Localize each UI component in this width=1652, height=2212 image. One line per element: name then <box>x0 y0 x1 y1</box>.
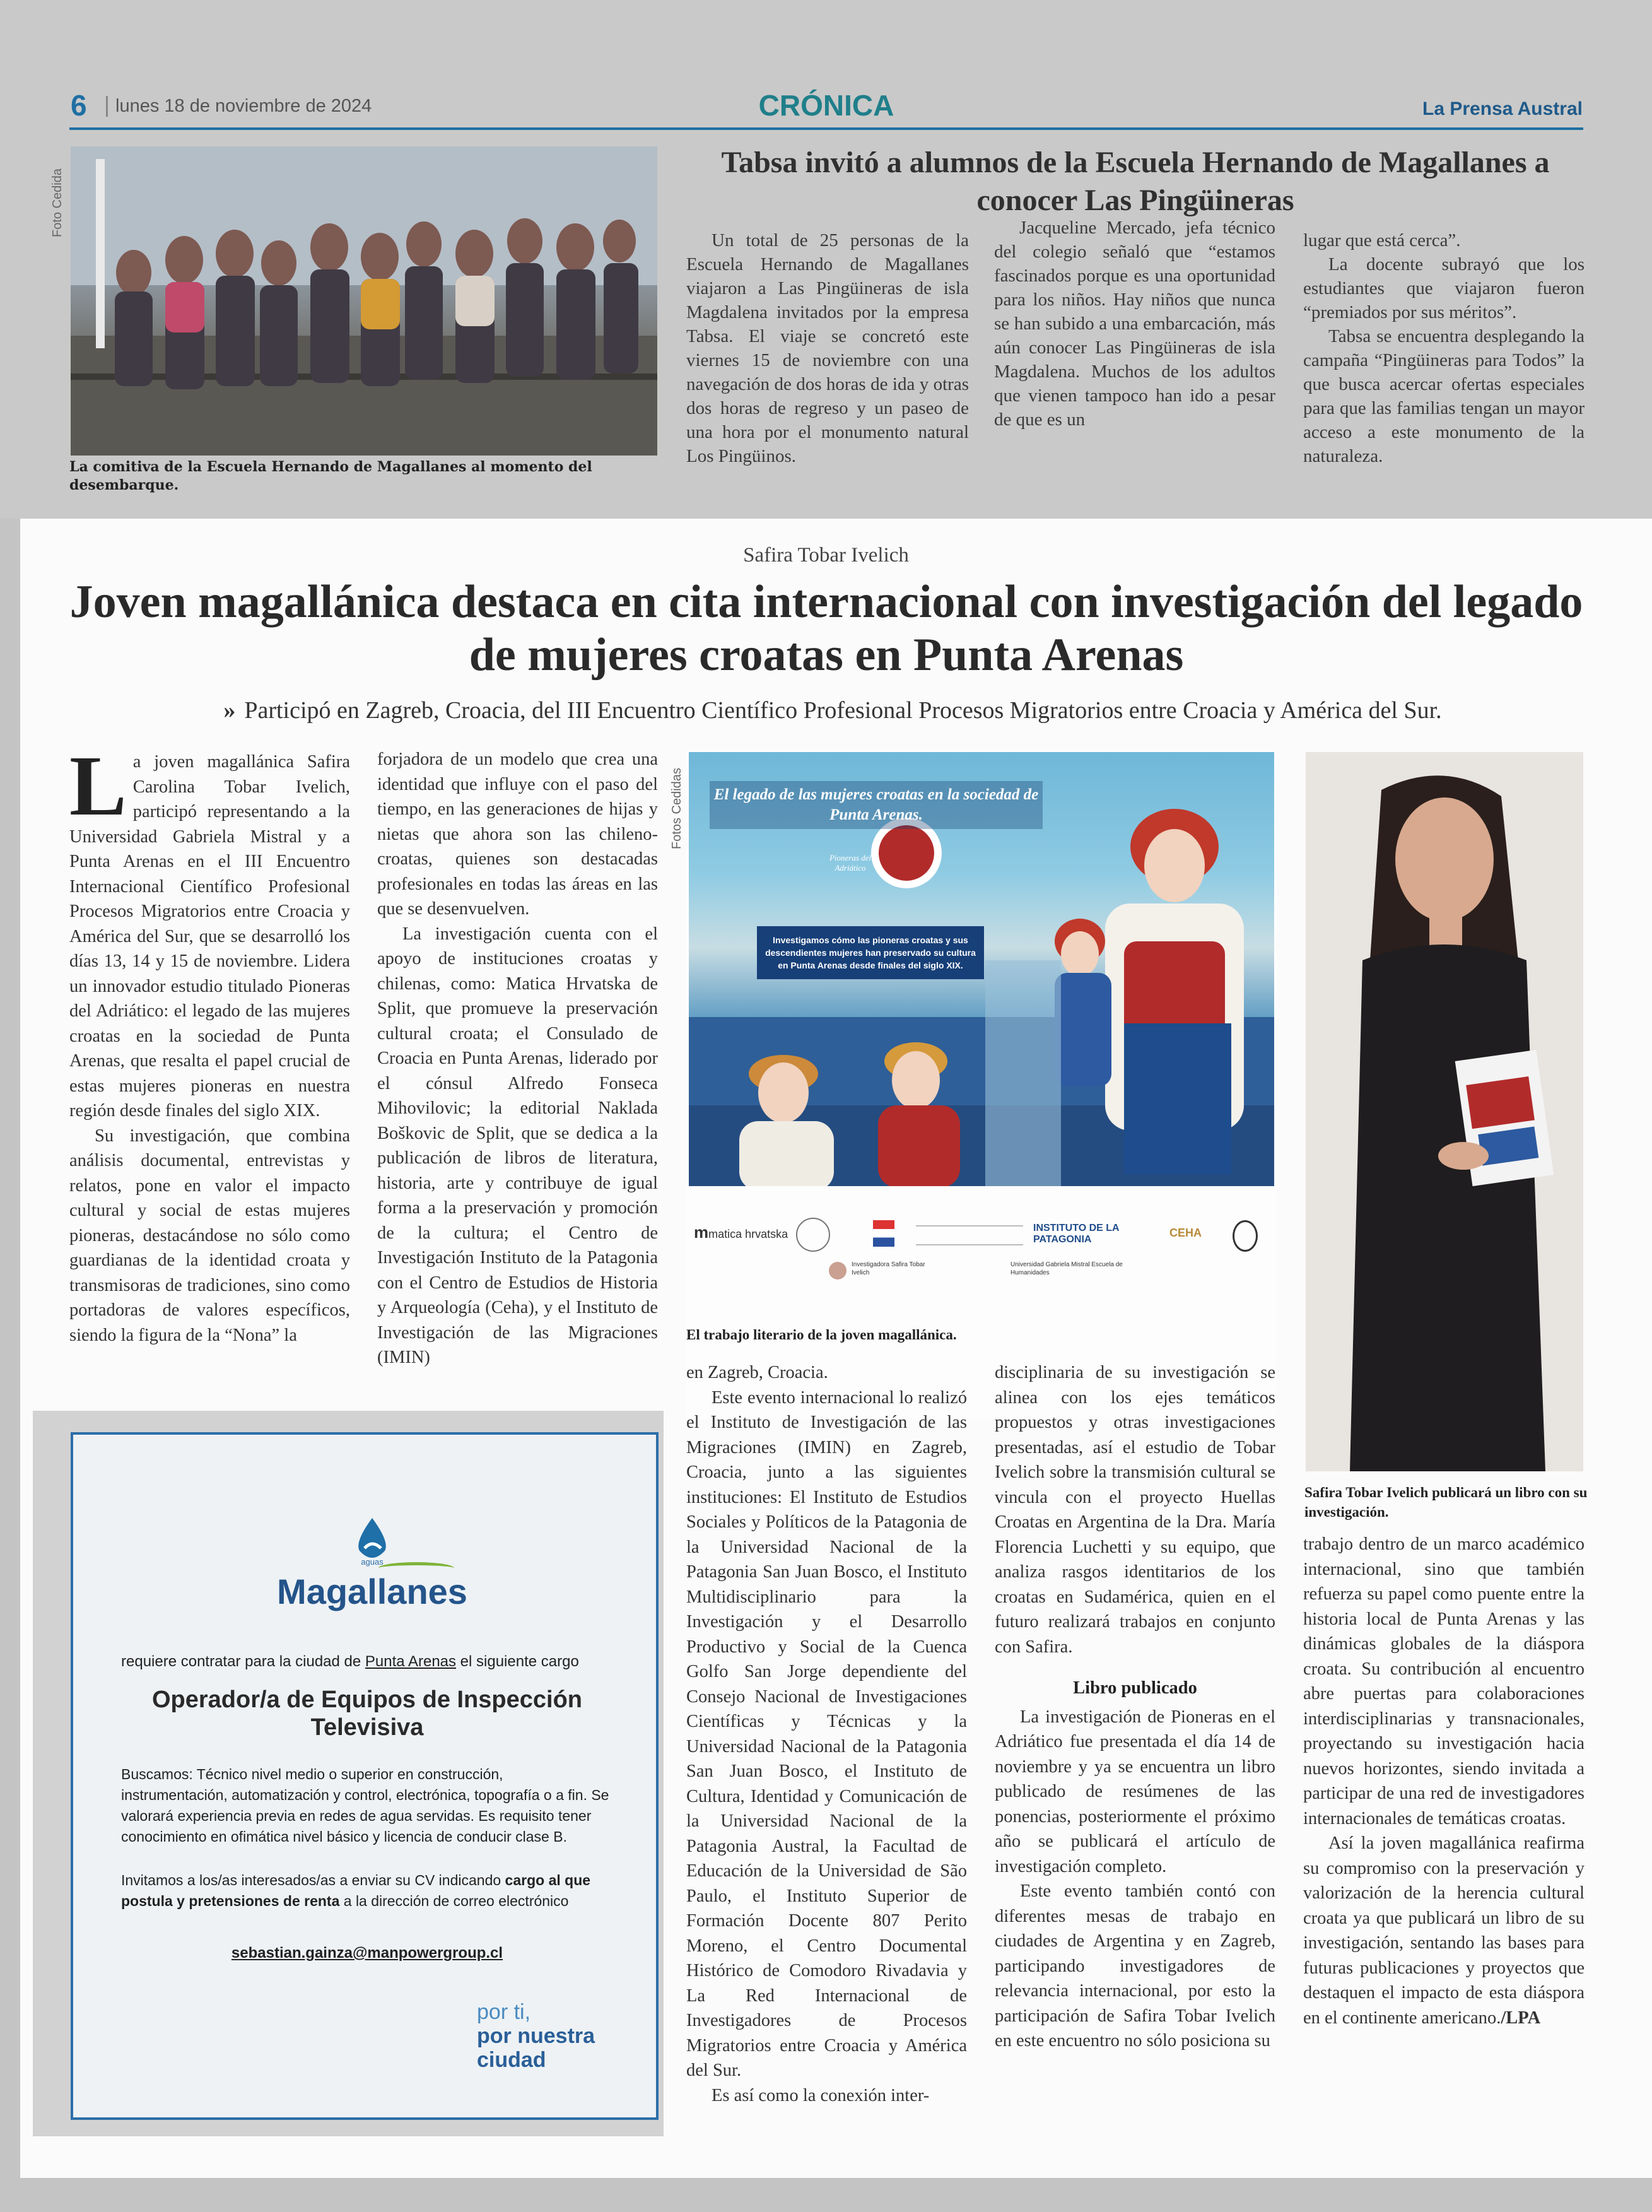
ad-intro: requiere contratar para la ciudad de Punta Arenas el siguiente cargo <box>121 1653 579 1670</box>
ad-email[interactable]: sebastian.gainza@manpowergroup.cl <box>231 1944 503 1962</box>
ministry-logo-icon <box>916 1225 1023 1245</box>
top-column-1 <box>686 228 969 468</box>
ad-brand-small: aguas <box>361 1557 384 1567</box>
page-number: 6 <box>71 89 87 122</box>
wave-icon <box>378 1562 454 1574</box>
photo-credit: Foto Cedida <box>50 168 64 237</box>
main-col5-para0: trabajo dentro de un marco académico internacional, sino que también refuerza su papel como puente entre la historia local de Punta Arenas y las dinámicas globales de la diáspora croata. Su contribución al encuentro abre puertas para colaboraciones interdisciplinarias y transnacionales, proyectando su investigación hacia nuevos horizontes, siendo invitada a participar de una red de investigadores internacionales de temáticas croatas. <box>1303 1534 1585 1828</box>
researcher-avatar <box>829 1262 847 1280</box>
main-col4-para2: Este evento también contó con diferentes mesas de trabajo en ciudades de Argentina y en Zagreb, participando investigadores de relevancia internacional, por esto la participación de Safira Tobar Ivelich en este encuentro no sólo posiciona su <box>995 1881 1275 2050</box>
top-col3-text-b: La docente subrayó que los estudiantes que viajaron fueron “premiados por sus méritos”. <box>1303 254 1585 322</box>
main-col1-para2: Su investigación, que combina análisis documental, entrevistas y relatos, pone en valor el impacto cultural y social de estas mujeres pioneras, destacándose no sólo como guardianas de la identidad croata y transmisoras de tradiciones, sino como portadoras de valores específicos, siendo la figura de la “Nona” la <box>69 1126 350 1345</box>
matica-mark-icon: m <box>694 1223 709 1242</box>
poster-credit: Fotos Cedidas <box>670 768 684 849</box>
masthead: La Prensa Austral <box>1422 98 1583 119</box>
double-chevron-icon: » <box>223 697 236 724</box>
top-col2-text: Jacqueline Mercado, jefa técnico del colegio señaló que “estamos fascinados porque es una oportunidad para los niños. Hay niños que nunca se han subido a una embarcación, más aún conocer Las Pingüineras de isla Magdalena. Muchos de los adultos que vienen tampoco han ido a pesar de que es un <box>994 218 1275 430</box>
logo-instituto-patagonia: INSTITUTO DE LA PATAGONIA <box>1033 1223 1119 1245</box>
subheadline-text: Participó en Zagreb, Croacia, del III Encuentro Científico Profesional Procesos Migratorios entre Croacia y América del Sur. <box>244 697 1442 724</box>
group-photo-illustration <box>71 146 657 456</box>
subhead-libro-publicado: Libro publicado <box>1073 1678 1197 1698</box>
top-headline: Tabsa invitó a alumnos de la Escuela Hernando de Magallanes a conocer Las Pingüineras <box>721 146 1550 217</box>
croatia-crest-icon <box>873 1220 894 1247</box>
main-column-2 <box>377 747 658 1370</box>
top-col3-text-c: Tabsa se encuentra desplegando la campaña “Pingüineras para Todos” la que busca acercar ofertas especiales para que las familias tengan un mayor acceso a este monumento de la naturaleza. <box>1303 326 1585 466</box>
main-column-4 <box>995 1360 1275 2054</box>
main-col1-para1: a joven magallánica Safira Carolina Tobar Ivelich, participó representando a la Universidad Gabriela Mistral y a Punta Arenas en el III Encuentro Internacional Científico Profesional Procesos Migratorios entre Croacia y América del Sur, que se desarrolló los días 13, 14 y 15 de noviembre. Lidera un innovador estudio titulado Pioneras del Adriático: el legado de las mujeres croatas en la sociedad de Punta Arenas, que resalta el papel crucial de estas mujeres pioneras en nuestra región desde finales del siglo XIX. <box>69 752 350 1121</box>
logo-ceha: CEHA <box>1169 1227 1202 1239</box>
top-col1-text: Un total de 25 personas de la Escuela Hernando de Magallanes viajaron a Las Pingüineras de isla Magdalena invitados por la empresa Tabsa. El viaje se concretó este viernes 15 de noviembre con una navegación de dos horas de ida y otras dos horas de regreso y un paseo de una hora por el monumento natural Los Pingüinos. <box>686 230 969 466</box>
water-drop-icon <box>353 1517 391 1561</box>
main-col4-para0: disciplinaria de su investigación se alinea con los ejes temáticos propuestos y otras investigaciones presentadas, así el estudio de Tobar Ivelich sobre la transmisión cultural se vincula con el proyecto Huellas Croatas en Argentina de la Dra. María Florencia Luchetti y su equipo, que analiza rasgos identitarios de los croatas en Sudamérica, quien en el futuro realizará trabajos en conjunto con Safira. <box>995 1363 1275 1657</box>
ad-brand-logo: Magallanes <box>277 1572 467 1611</box>
poster-badge: Pioneras del Adriático <box>829 853 872 873</box>
page-date: lunes 18 de noviembre de 2024 <box>106 96 372 117</box>
main-column-3 <box>686 1360 967 2108</box>
main-column-5 <box>1303 1532 1585 2030</box>
main-col2-para2: La investigación cuenta con el apoyo de instituciones croatas y chilenas, como: Matica Hrvatska de Split, que promueve la preservación cultural croata; el Consulado de Croacia en Punta Arenas, liderado por el cónsul Alfredo Fonseca Mihovilovic; la editorial Naklada Boškovic de Split, que se dedica a la publicación de libros de literatura, historia, arte y contribuye de igual forma a la preservación y promoción de la cultura; el Centro de Investigación Instituto de la Patagonia con el Centro de Estudios de Historia y Arqueología (Ceha), y el Instituto de Investigación de las Migraciones (IMIN) <box>377 924 658 1367</box>
author-photo-caption: Safira Tobar Ivelich publicará un libro con su investigación. <box>1304 1485 1588 1520</box>
poster-researcher: Investigadora Safira Tobar Ivelich <box>852 1261 925 1276</box>
main-column-1 <box>69 739 350 1348</box>
ad-body-2: Invitamos a los/as interesados/as a enviar su CV indicando cargo al que postula y pretensiones de renta a la dirección de correo electrónico <box>121 1872 591 1909</box>
section-title: CRÓNICA <box>758 89 894 122</box>
group-photo <box>71 146 657 456</box>
drop-cap: L <box>69 739 127 833</box>
poster-text-box: Investigamos cómo las pioneras croatas y sus descendientes mujeres han preservado su cultura en Punta Arenas desde finales del siglo XIX. <box>757 926 984 979</box>
header-rule <box>69 127 1583 130</box>
logo-matica: mmatica hrvatska <box>694 1223 788 1242</box>
subheadline <box>69 697 1596 724</box>
top-col3-text-a: lugar que está cerca”. <box>1303 230 1461 250</box>
poster-university: Universidad Gabriela Mistral Escuela de Humanidades <box>1011 1261 1123 1276</box>
top-column-3 <box>1303 228 1585 468</box>
main-headline: Joven magallánica destaca en cita internacional con investigación del legado de mujeres croatas en Punta Arenas <box>69 576 1583 681</box>
main-col3-para0: en Zagreb, Croacia. <box>686 1363 828 1382</box>
photo-caption: La comitiva de la Escuela Hernando de Magallanes al momento del desembarque. <box>69 459 592 493</box>
ad-city: Punta Arenas <box>365 1653 457 1670</box>
ad-position-title: Operador/a de Equipos de Inspección Televisiva <box>151 1686 583 1741</box>
author-photo-illustration <box>1306 752 1583 1471</box>
top-column-2 <box>994 216 1275 432</box>
author-byline: Safira Tobar Ivelich <box>743 544 909 567</box>
poster-title: El legado de las mujeres croatas en la sociedad de Punta Arenas. <box>710 781 1043 829</box>
main-col2-para1: forjadora de un modelo que crea una identidad que influye con el paso del tiempo, en las generaciones de hijas y nietas que ahora son las chileno-croatas, quienes son destacadas profesionales en todas las áreas en las que se desenvuelven. <box>377 750 658 919</box>
author-photo <box>1306 752 1583 1471</box>
main-col5-para1: Así la joven magallánica reafirma su compromiso con la preservación y valorización de la herencia cultural croata ya que publicará un libro de su investigación, sentando las bases para futuras publicaciones y proyectos que destaquen el impacto de esta diáspora en el continente americano. <box>1303 1833 1585 2028</box>
seal-icon <box>796 1218 830 1252</box>
poster-caption: El trabajo literario de la joven magallánica. <box>686 1327 957 1343</box>
location-pin-icon <box>1233 1220 1258 1252</box>
ad-slogan: por ti, por nuestra ciudad <box>477 2000 595 2072</box>
main-col4-para1: La investigación de Pioneras en el Adriático fue presentada el día 14 de noviembre y ya se encuentra un libro publicado de resúmenes de las ponencias, posteriormente el próximo año se publicará el artículo de investigación completo. <box>995 1707 1275 1876</box>
signoff: /LPA <box>1501 2008 1541 2028</box>
ad-body-1: Buscamos: Técnico nivel medio o superior en construcción, instrumentación, automatización y control, electrónica, topografía o a fin. Se valorará experiencia previa en redes de agua servidas. Es requisito tener conocimiento en ofimática nivel básico y licencia de conducir clase B. <box>121 1766 609 1845</box>
main-col3-para1: Este evento internacional lo realizó el Instituto de Investigación de las Migraciones (IMIN) en Zagreb, Croacia, junto a las siguientes instituciones: El Instituto de Estudios Sociales y Políticos de la Patagonia de la Universidad Nacional de la Patagonia San Juan Bosco, el Instituto Multidisciplinario para la Investigación y el Desarrollo Productivo y Social de la Cuenca Golfo San Jorge dependiente del Consejo Nacional de Investigaciones Científicas y Técnicas y la Universidad Nacional de la Patagonia San Juan Bosco, el Instituto de Cultura, Identidad y Comunicación de la Universidad Nacional de la Patagonia Austral, la Facultad de Educación de la Universidad de São Paulo, el Instituto Superior de Formación Docente 807 Perito Moreno, el Centro Documental Histórico de Comodoro Rivadavia y La Red Internacional de Investigadores de Procesos Migratorios entre Croacia y América del Sur. <box>686 1387 967 2080</box>
poster-logos <box>689 1192 1274 1287</box>
main-col3-para2: Es así como la conexión inter- <box>712 2085 930 2105</box>
